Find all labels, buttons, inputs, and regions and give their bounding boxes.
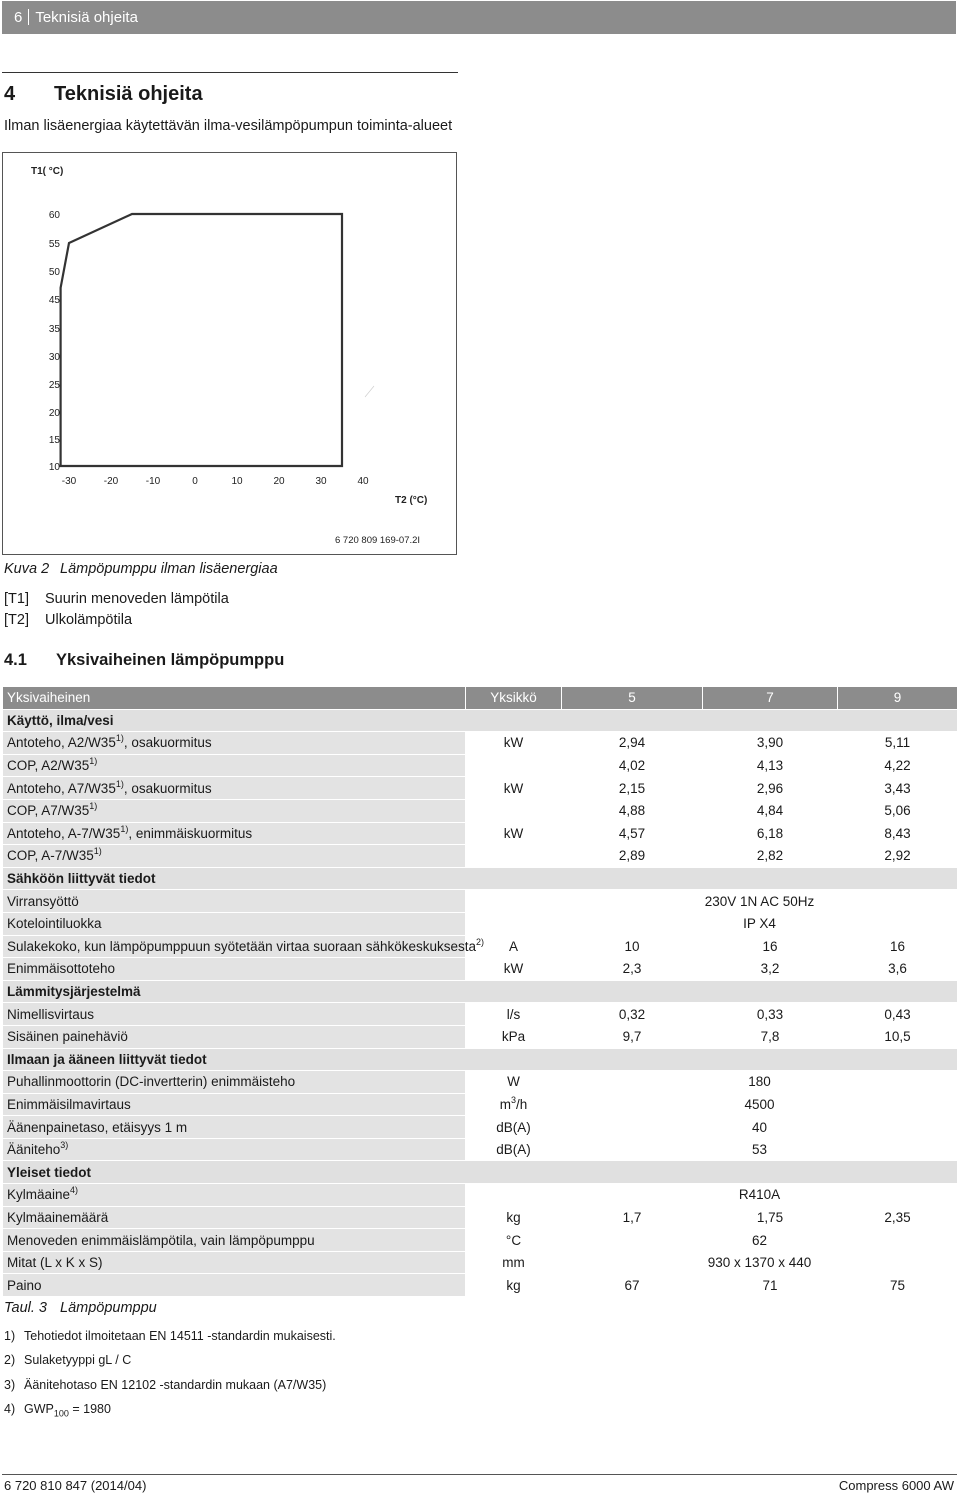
row-label-text: COP, A7/W35 bbox=[7, 803, 90, 819]
row-value: 3,43 bbox=[838, 777, 958, 800]
footnote-ref: 1) bbox=[115, 778, 124, 789]
legend-text: Ulkolämpötila bbox=[45, 612, 133, 628]
row-label-text: Antoteho, A2/W35 bbox=[7, 735, 116, 751]
legend-text: Suurin menoveden lämpötila bbox=[45, 591, 229, 607]
operating-range-figure bbox=[2, 152, 457, 555]
section-label: Käyttö, ilma/vesi bbox=[3, 709, 958, 732]
footnote-text: Äänitehotaso EN 12102 -standardin mukaan (A7/W35) bbox=[24, 1378, 327, 1392]
table-row bbox=[3, 732, 958, 755]
table-row bbox=[3, 1138, 958, 1161]
y-tick-label: 45 bbox=[48, 295, 60, 306]
row-value: 62 bbox=[562, 1229, 958, 1252]
table-row bbox=[3, 1071, 958, 1094]
row-label-text: COP, A2/W35 bbox=[7, 758, 90, 774]
unit-superscript: 3 bbox=[510, 1094, 516, 1105]
table-row bbox=[3, 958, 958, 981]
y-tick-label: 55 bbox=[48, 239, 60, 250]
row-unit-text: kPa bbox=[501, 1029, 526, 1045]
row-label bbox=[3, 1229, 466, 1252]
page-number: 6 bbox=[14, 9, 23, 26]
footnote-text: Sulaketyyppi gL / C bbox=[24, 1353, 132, 1367]
row-label-text: Äänenpainetaso, etäisyys 1 m bbox=[7, 1119, 188, 1135]
row-value: 8,43 bbox=[838, 822, 958, 845]
section-number: 4 bbox=[4, 83, 16, 105]
row-label-text: Mitat (L x K x S) bbox=[7, 1255, 103, 1271]
row-value: 4,57 bbox=[562, 822, 703, 845]
figure-id: 6 720 809 169-07.2I bbox=[335, 535, 421, 546]
section-label: Lämmitysjärjestelmä bbox=[3, 980, 958, 1003]
subsection-title: Yksivaiheinen lämpöpumppu bbox=[56, 651, 285, 669]
y-tick-label: 50 bbox=[48, 267, 60, 278]
table-row bbox=[3, 845, 958, 868]
row-unit bbox=[466, 1071, 562, 1094]
table-row bbox=[3, 890, 958, 913]
row-value: R410A bbox=[562, 1184, 958, 1207]
row-unit bbox=[466, 754, 562, 777]
row-label bbox=[3, 1251, 466, 1274]
row-value: 4,02 bbox=[562, 754, 703, 777]
table-row bbox=[3, 912, 958, 935]
operating-range-chart bbox=[3, 153, 456, 554]
table-section-row bbox=[3, 1161, 958, 1184]
row-label-text: Enimmäisilmavirtaus bbox=[7, 1096, 131, 1112]
table-row bbox=[3, 935, 958, 958]
x-tick-label: -10 bbox=[145, 476, 161, 487]
row-unit bbox=[466, 1206, 562, 1229]
legend-item bbox=[4, 612, 132, 628]
spec-table bbox=[2, 686, 958, 1297]
footnote bbox=[4, 1353, 131, 1367]
table-row bbox=[3, 754, 958, 777]
row-unit bbox=[466, 1025, 562, 1048]
row-label bbox=[3, 1116, 466, 1139]
table-row bbox=[3, 799, 958, 822]
row-unit bbox=[466, 1274, 562, 1297]
y-tick-label: 15 bbox=[48, 435, 60, 446]
header-col-5: 5 bbox=[562, 687, 703, 710]
row-value: 16 bbox=[703, 935, 838, 958]
chart-artifact-mark bbox=[365, 386, 374, 397]
row-unit bbox=[466, 1093, 562, 1116]
row-unit bbox=[466, 890, 562, 913]
row-unit-text: dB(A) bbox=[496, 1142, 531, 1158]
row-value: 230V 1N AC 50Hz bbox=[562, 890, 958, 913]
row-label-text: Enimmäisottoteho bbox=[7, 961, 116, 977]
row-value: 6,18 bbox=[703, 822, 838, 845]
spec-table-body bbox=[3, 687, 958, 1297]
y-tick-label: 10 bbox=[48, 462, 60, 473]
footnote-ref: 3) bbox=[60, 1140, 69, 1151]
footnote-key: 4) bbox=[4, 1402, 16, 1416]
subsection-number: 4.1 bbox=[4, 651, 27, 669]
row-value: 2,96 bbox=[703, 777, 838, 800]
x-tick-label: 20 bbox=[273, 476, 285, 487]
table-section-row bbox=[3, 867, 958, 890]
section-label: Sähköön liittyvät tiedot bbox=[3, 867, 958, 890]
row-label-text: Menoveden enimmäislämpötila, vain lämpöpumppu bbox=[7, 1232, 315, 1248]
row-unit-text: kW bbox=[503, 825, 524, 841]
row-value: 3,2 bbox=[703, 958, 838, 981]
row-label-text: Sulakekoko, kun lämpöpumppuun syötetään virtaa suoraan sähkökeskuksesta bbox=[7, 938, 477, 954]
row-value: 2,35 bbox=[838, 1206, 958, 1229]
row-value: 2,92 bbox=[838, 845, 958, 868]
row-value: 2,94 bbox=[562, 732, 703, 755]
row-unit-text: l/s bbox=[506, 1006, 521, 1022]
table-section-row bbox=[3, 709, 958, 732]
row-value: 4,88 bbox=[562, 799, 703, 822]
header-label: Yksivaiheinen bbox=[3, 687, 466, 710]
footnote-subscript: 100 bbox=[53, 1408, 69, 1419]
row-label-suffix: , enimmäiskuormitus bbox=[128, 825, 253, 841]
page-header bbox=[2, 1, 956, 34]
row-label-text: COP, A-7/W35 bbox=[7, 848, 94, 864]
row-label-text: Kylmäainemäärä bbox=[7, 1209, 109, 1225]
row-value: 1,7 bbox=[562, 1206, 703, 1229]
row-label bbox=[3, 1184, 466, 1207]
row-unit bbox=[466, 1116, 562, 1139]
footer-rule bbox=[2, 1474, 957, 1475]
row-value: 4,84 bbox=[703, 799, 838, 822]
row-value: 0,33 bbox=[703, 1003, 838, 1026]
row-value: 3,90 bbox=[703, 732, 838, 755]
table-section-row bbox=[3, 1048, 958, 1071]
row-label bbox=[3, 1025, 466, 1048]
header-unit: Yksikkö bbox=[466, 687, 562, 710]
x-axis-label: T2 (°C) bbox=[395, 495, 428, 506]
footnote bbox=[4, 1329, 336, 1343]
row-value: 10 bbox=[562, 935, 703, 958]
x-tick-label: 10 bbox=[231, 476, 243, 487]
x-tick-label: -30 bbox=[61, 476, 77, 487]
row-value: 9,7 bbox=[562, 1025, 703, 1048]
table-row bbox=[3, 777, 958, 800]
row-label bbox=[3, 822, 466, 845]
row-value: 71 bbox=[703, 1274, 838, 1297]
row-value: 67 bbox=[562, 1274, 703, 1297]
row-value: 4500 bbox=[562, 1093, 958, 1116]
y-tick-label: 60 bbox=[48, 210, 60, 221]
row-label-suffix: , osakuormitus bbox=[123, 735, 212, 751]
row-label bbox=[3, 754, 466, 777]
footnote-ref: 1) bbox=[89, 801, 98, 812]
row-unit-text: kW bbox=[503, 735, 524, 751]
row-label-text: Puhallinmoottorin (DC-invertterin) enimmäisteho bbox=[7, 1074, 296, 1090]
figure-caption bbox=[4, 561, 278, 577]
row-value: 0,32 bbox=[562, 1003, 703, 1026]
y-tick-label: 25 bbox=[48, 380, 60, 391]
legend-item bbox=[4, 591, 229, 607]
header-col-9: 9 bbox=[838, 687, 958, 710]
table-caption-label: Taul. 3 bbox=[4, 1300, 47, 1316]
footnote-key: 2) bbox=[4, 1353, 16, 1367]
row-unit bbox=[466, 777, 562, 800]
operating-boundary-line bbox=[61, 214, 342, 466]
unit-suffix: /h bbox=[516, 1096, 528, 1112]
table-caption bbox=[4, 1300, 157, 1316]
footer-product: Compress 6000 AW bbox=[838, 1478, 954, 1493]
footnote-ref: 1) bbox=[115, 733, 124, 744]
footnote bbox=[4, 1402, 111, 1419]
row-unit-text: kW bbox=[503, 780, 524, 796]
footnote bbox=[4, 1378, 326, 1392]
footnote-ref: 1) bbox=[120, 823, 129, 834]
row-unit-text: A bbox=[508, 938, 518, 954]
table-row bbox=[3, 1025, 958, 1048]
row-label-text: Virransyöttö bbox=[7, 893, 79, 909]
table-row bbox=[3, 1184, 958, 1207]
footnote-text: Tehotiedot ilmoitetaan EN 14511 -standardin mukaisesti. bbox=[24, 1329, 336, 1343]
table-row bbox=[3, 1274, 958, 1297]
y-tick-label: 20 bbox=[48, 408, 60, 419]
row-value: 2,89 bbox=[562, 845, 703, 868]
table-row bbox=[3, 1093, 958, 1116]
section-heading bbox=[4, 83, 203, 106]
row-value: 4,22 bbox=[838, 754, 958, 777]
y-axis-label: T1( °C) bbox=[31, 166, 64, 177]
row-unit bbox=[466, 732, 562, 755]
row-label bbox=[3, 958, 466, 981]
footnote-suffix: = 1980 bbox=[68, 1402, 111, 1416]
row-label-text: Antoteho, A7/W35 bbox=[7, 780, 116, 796]
header-col-7: 7 bbox=[703, 687, 838, 710]
row-label bbox=[3, 1274, 466, 1297]
header-separator bbox=[28, 9, 29, 25]
row-value: 40 bbox=[562, 1116, 958, 1139]
row-value: 7,8 bbox=[703, 1025, 838, 1048]
section-label: Yleiset tiedot bbox=[3, 1161, 958, 1184]
row-label bbox=[3, 777, 466, 800]
row-label bbox=[3, 1071, 466, 1094]
row-label bbox=[3, 1093, 466, 1116]
row-value: 10,5 bbox=[838, 1025, 958, 1048]
row-unit-text: m bbox=[499, 1096, 511, 1112]
x-tick-label: -20 bbox=[103, 476, 119, 487]
section-rule bbox=[2, 72, 458, 73]
table-row bbox=[3, 822, 958, 845]
footnote-ref: 2) bbox=[476, 936, 485, 947]
section-subtitle: Ilman lisäenergiaa käytettävän ilma-vesilämpöpumpun toiminta-alueet bbox=[4, 118, 453, 134]
row-label bbox=[3, 935, 485, 958]
subsection-heading bbox=[4, 651, 284, 670]
row-unit bbox=[466, 1229, 562, 1252]
row-unit bbox=[466, 799, 562, 822]
row-label-text: Ääniteho bbox=[7, 1142, 61, 1158]
row-value: 930 x 1370 x 440 bbox=[562, 1251, 958, 1274]
table-header-row bbox=[3, 687, 958, 710]
row-unit-text: kW bbox=[503, 961, 524, 977]
x-tick-label: 0 bbox=[192, 476, 198, 487]
y-tick-label: 35 bbox=[48, 324, 60, 335]
row-unit-text: mm bbox=[502, 1255, 525, 1271]
row-label bbox=[3, 1206, 466, 1229]
row-value: IP X4 bbox=[562, 912, 958, 935]
row-value: 180 bbox=[562, 1071, 958, 1094]
row-unit-text: kg bbox=[506, 1209, 521, 1225]
table-row bbox=[3, 1206, 958, 1229]
row-label-text: Nimellisvirtaus bbox=[7, 1006, 95, 1022]
table-row bbox=[3, 1003, 958, 1026]
row-value: 4,13 bbox=[703, 754, 838, 777]
row-unit bbox=[466, 1003, 562, 1026]
table-section-row bbox=[3, 980, 958, 1003]
row-value: 5,06 bbox=[838, 799, 958, 822]
row-label bbox=[3, 799, 466, 822]
section-title: Teknisiä ohjeita bbox=[54, 83, 203, 105]
row-unit bbox=[466, 845, 562, 868]
row-value: 3,6 bbox=[838, 958, 958, 981]
row-label-text: Kotelointiluokka bbox=[7, 916, 102, 932]
footer-document-id: 6 720 810 847 (2014/04) bbox=[4, 1478, 147, 1493]
row-label-text: Kylmäaine bbox=[7, 1187, 71, 1203]
figure-caption-label: Kuva 2 bbox=[4, 561, 50, 577]
figure-caption-text: Lämpöpumppu ilman lisäenergiaa bbox=[60, 561, 278, 577]
row-value: 75 bbox=[838, 1274, 958, 1297]
row-label bbox=[3, 1138, 466, 1161]
row-label-text: Paino bbox=[7, 1277, 42, 1293]
row-unit bbox=[466, 1138, 562, 1161]
y-tick-label: 30 bbox=[48, 352, 60, 363]
footnote-text: GWP bbox=[24, 1402, 54, 1416]
x-tick-label: 40 bbox=[357, 476, 369, 487]
footnote-ref: 4) bbox=[70, 1185, 79, 1196]
row-unit-text: kg bbox=[506, 1277, 521, 1293]
legend-key: [T1] bbox=[4, 591, 29, 607]
table-row bbox=[3, 1251, 958, 1274]
row-value: 2,15 bbox=[562, 777, 703, 800]
row-label-text: Antoteho, A-7/W35 bbox=[7, 825, 121, 841]
row-unit bbox=[466, 1251, 562, 1274]
header-title: Teknisiä ohjeita bbox=[35, 9, 138, 26]
x-tick-label: 30 bbox=[315, 476, 327, 487]
row-unit-text: °C bbox=[505, 1232, 522, 1248]
row-label-text: Sisäinen painehäviö bbox=[7, 1029, 128, 1045]
row-label bbox=[3, 845, 466, 868]
footnote-key: 3) bbox=[4, 1378, 16, 1392]
footnote-ref: 1) bbox=[93, 846, 102, 857]
row-value: 0,43 bbox=[838, 1003, 958, 1026]
row-unit bbox=[466, 822, 562, 845]
row-label bbox=[3, 890, 466, 913]
table-row bbox=[3, 1116, 958, 1139]
row-value: 53 bbox=[562, 1138, 958, 1161]
table-row bbox=[3, 1229, 958, 1252]
row-label bbox=[3, 732, 466, 755]
row-unit-text: W bbox=[507, 1074, 520, 1090]
row-value: 2,82 bbox=[703, 845, 838, 868]
table-caption-text: Lämpöpumppu bbox=[60, 1300, 157, 1316]
row-unit bbox=[466, 958, 562, 981]
row-value: 16 bbox=[838, 935, 958, 958]
footnote-ref: 1) bbox=[89, 756, 98, 767]
row-label bbox=[3, 912, 466, 935]
row-label-suffix: , osakuormitus bbox=[123, 780, 212, 796]
section-label: Ilmaan ja ääneen liittyvät tiedot bbox=[3, 1048, 958, 1071]
row-value: 2,3 bbox=[562, 958, 703, 981]
row-label bbox=[3, 1003, 466, 1026]
row-value: 5,11 bbox=[838, 732, 958, 755]
legend-key: [T2] bbox=[4, 612, 29, 628]
row-value: 1,75 bbox=[703, 1206, 838, 1229]
row-unit bbox=[466, 1184, 562, 1207]
footnote-key: 1) bbox=[4, 1329, 16, 1343]
row-unit bbox=[466, 912, 562, 935]
row-unit-text: dB(A) bbox=[496, 1119, 531, 1135]
